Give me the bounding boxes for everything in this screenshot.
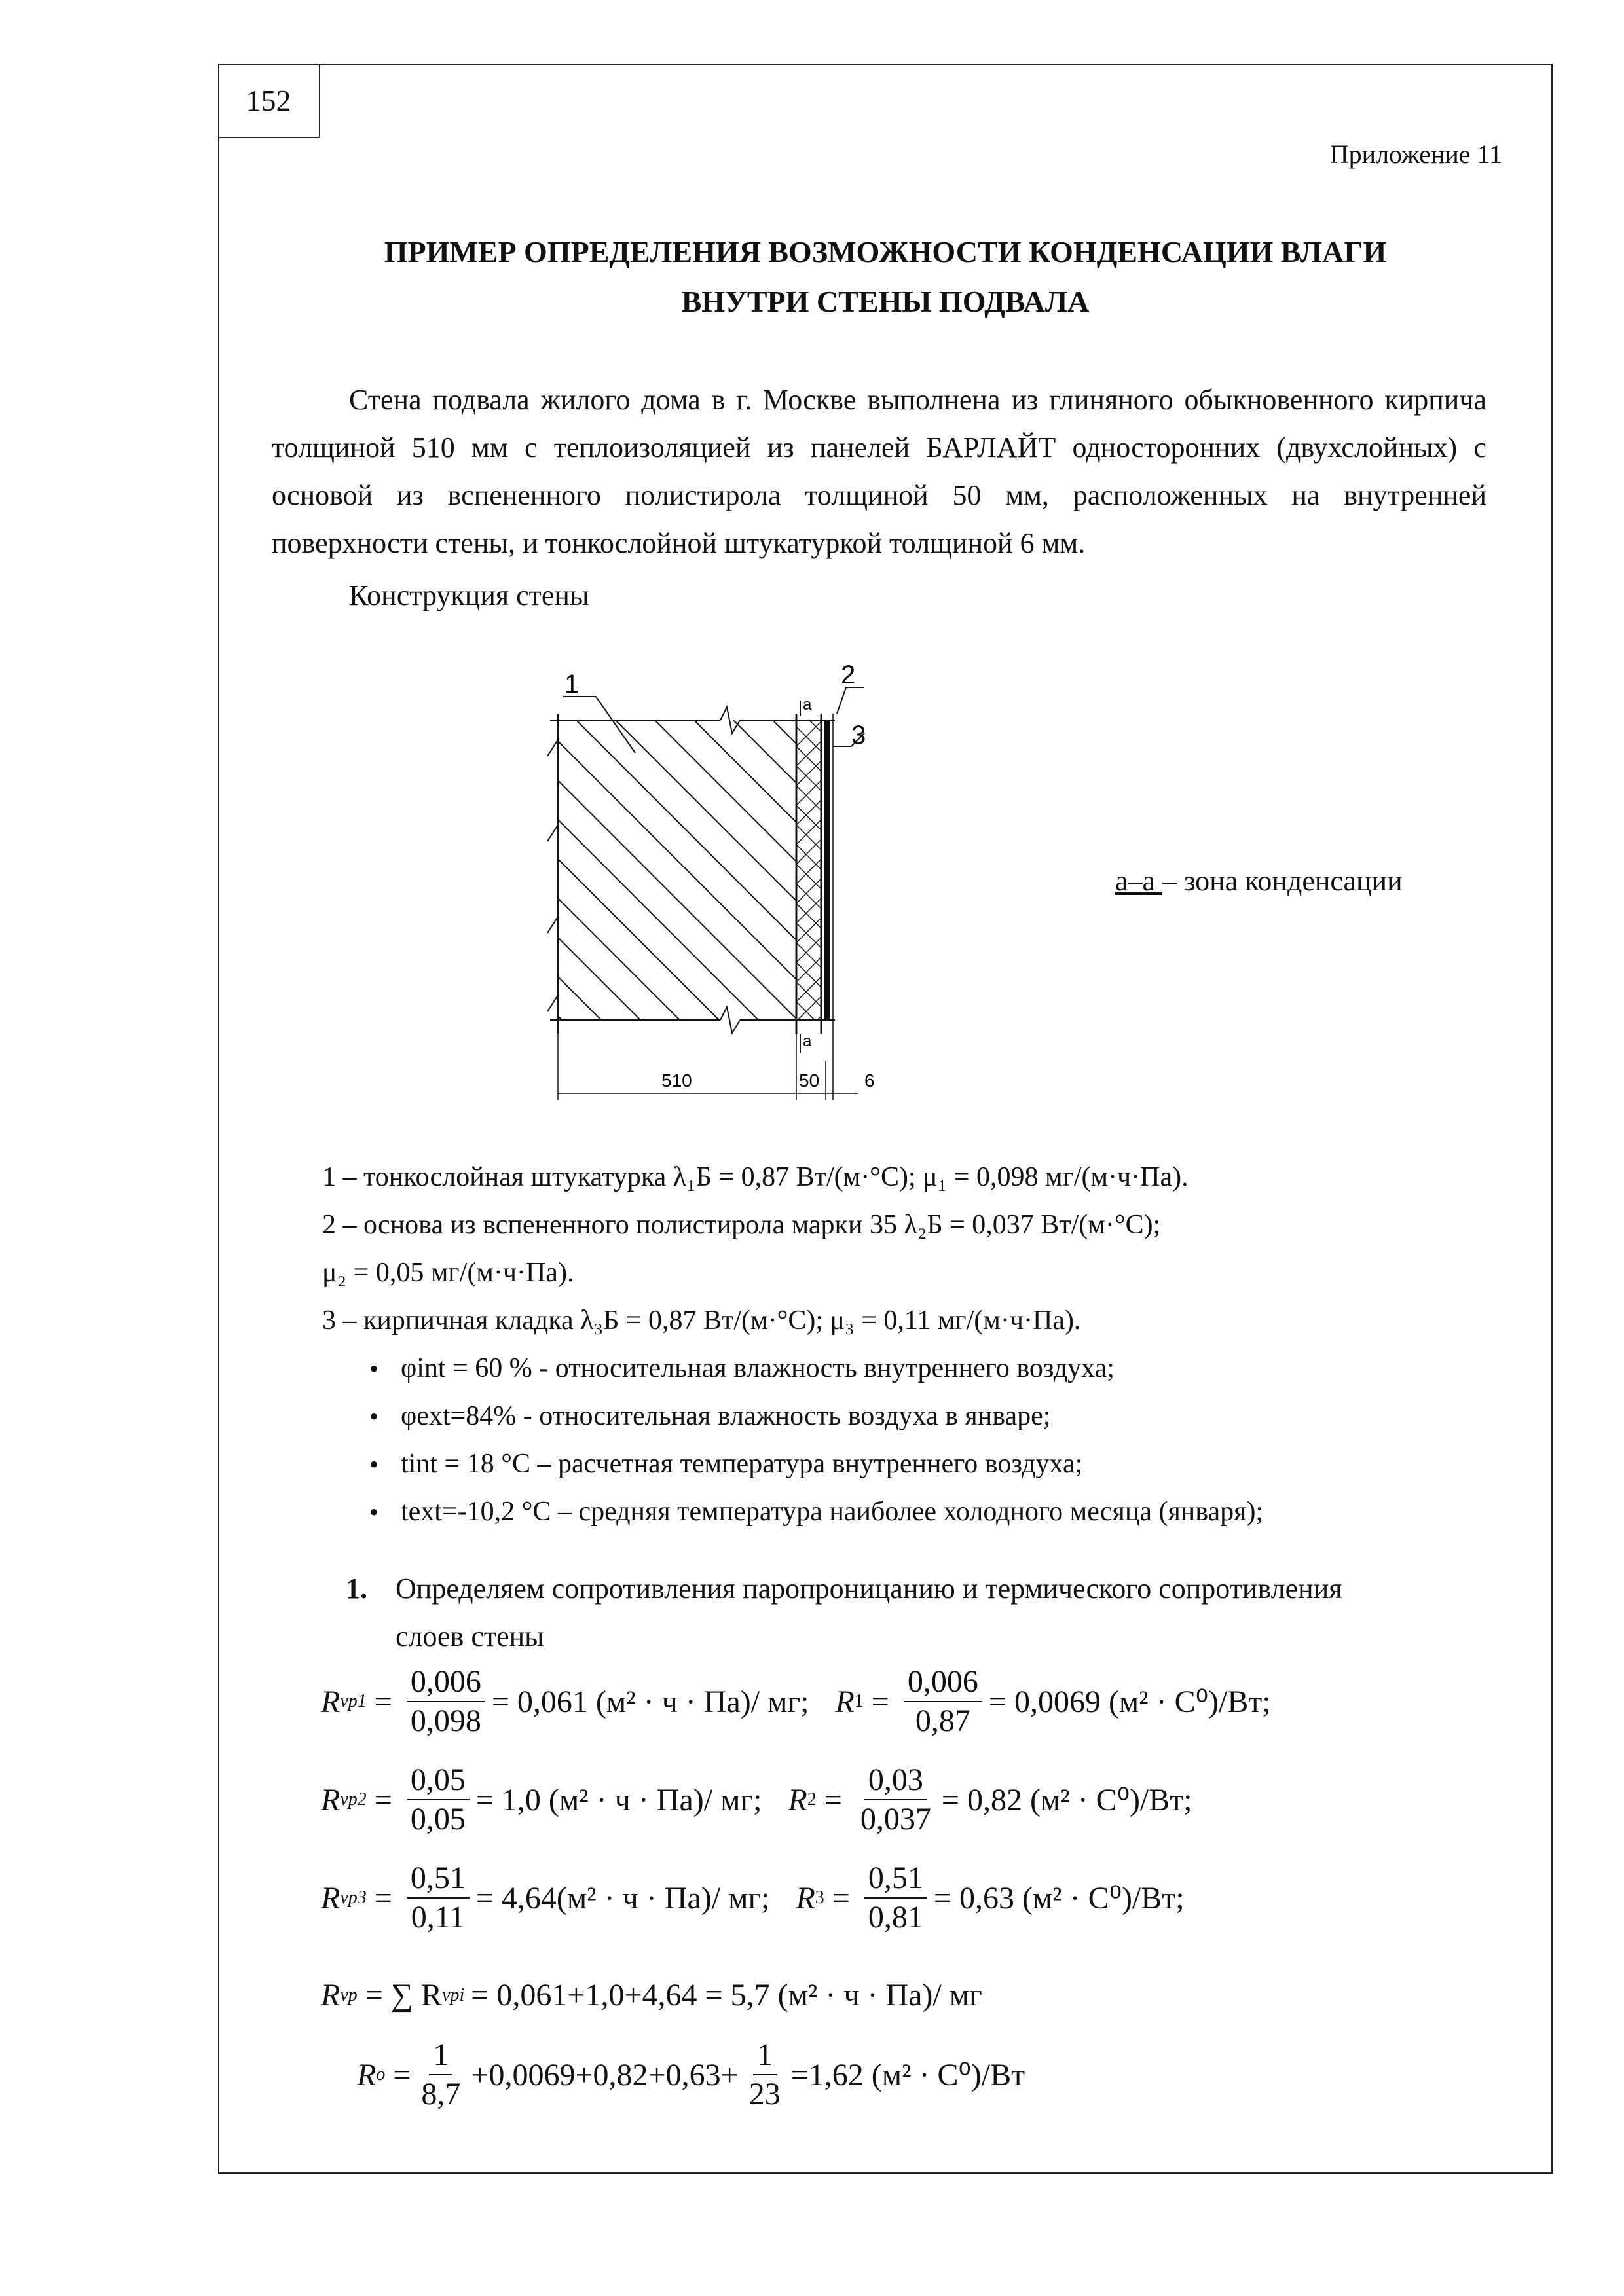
frac-r1: $\frac{0,006}{0,87}$ xyxy=(904,1663,982,1740)
layer-3: 3 – кирпичная кладка λ₃Б = 0,87 Вт/(м·°С); μ₃ = 0,11 мг/(м·ч·Па). xyxy=(322,1305,1081,1336)
layer-list xyxy=(322,1154,1501,1536)
frac-r3: $\frac{0,51}{0,81}$ xyxy=(864,1859,927,1937)
label-3: 3 xyxy=(851,721,866,750)
frac-vp2: $\frac{0,05}{0,05}$ xyxy=(407,1761,470,1838)
bullet-t-ext: • text=-10,2 °С – средняя температура наиболее холодного месяца (января); xyxy=(322,1488,1501,1536)
wall-section-drawing xyxy=(524,642,930,1113)
step-line-1: Определяем сопротивления паропроницанию и термического сопротивления xyxy=(396,1573,1342,1605)
dim-6: 6 xyxy=(864,1070,875,1091)
page-title xyxy=(218,227,1553,327)
title-line-1: ПРИМЕР ОПРЕДЕЛЕНИЯ ВОЗМОЖНОСТИ КОНДЕНСАЦИИ ВЛАГИ xyxy=(384,235,1387,268)
equation-sum: R vp = ∑ R vpi = 0,061+1,0+4,64 = 5,7 (м² · ч · Па)/ мг xyxy=(321,1978,982,2013)
frac-r2: $\frac{0,03}{0,037}$ xyxy=(860,1762,931,1836)
dim-50: 50 xyxy=(799,1070,820,1091)
frac-ro-1: $\frac{1}{8,7}$ xyxy=(421,2037,461,2111)
title-line-2: ВНУТРИ СТЕНЫ ПОДВАЛА xyxy=(681,285,1090,318)
label-2: 2 xyxy=(841,661,856,689)
intro-paragraph xyxy=(272,376,1486,567)
frac-vp1: $\frac{0,006}{0,098}$ xyxy=(407,1663,485,1740)
equation-row-2: R vp2 = $\frac{0,05}{0,05}$ = 1,0 (м² · ч · Па)/ мг; R 2 = $\frac{0,03}{0,037}$ = 0,82 (м² · С⁰)/Вт; xyxy=(321,1761,1192,1838)
legend-key: а–а xyxy=(1115,865,1163,897)
label-a-top: a xyxy=(803,696,812,714)
bullet-phi-ext: • φext=84% - относительная влажность воздуха в январе; xyxy=(322,1393,1501,1440)
frac-vp3: $\frac{0,51}{0,11}$ xyxy=(407,1859,470,1937)
step-number: 1. xyxy=(346,1573,367,1605)
bullet-t-int: • tint = 18 °С – расчетная температура внутреннего воздуха; xyxy=(322,1440,1501,1488)
step-1 xyxy=(346,1565,1498,1660)
layer-2b: μ₂ = 0,05 мг/(м·ч·Па). xyxy=(322,1258,574,1288)
condensation-legend xyxy=(1115,864,1403,898)
intro-text: Стена подвала жилого дома в г. Москве выполнена из глиняного обыкновенного кирпича толщиной 510 мм с теплоизоляцией из панелей БАРЛАЙТ односторонних (двухслойных) с основой из вспененного полистирола толщиной 50 мм, расположенных на внутренней поверхности стены, и тонкослойной штукатуркой толщиной 6 мм. xyxy=(272,384,1486,559)
dim-510: 510 xyxy=(661,1070,692,1091)
layer-2a: 2 – основа из вспененного полистирола марки 35 λ₂Б = 0,037 Вт/(м·°С); xyxy=(322,1210,1161,1240)
page-number: 152 xyxy=(218,64,320,138)
equation-row-1: R vp1 = $\frac{0,006}{0,098}$ = 0,061 (м² · ч · Па)/ мг; R 1 = $\frac{0,006}{0,87}$ = 0,0069 (м² · С⁰)/Вт; xyxy=(321,1663,1271,1740)
step-line-2: слоев стены xyxy=(396,1620,544,1652)
bullet-phi-int: • φint = 60 % - относительная влажность внутреннего воздуха; xyxy=(322,1345,1501,1393)
label-1: 1 xyxy=(564,670,580,699)
label-a-bottom: a xyxy=(803,1032,812,1050)
wall-outline xyxy=(547,687,864,1100)
legend-text: – зона конденсации xyxy=(1162,865,1403,897)
frac-ro-2: $\frac{1}{23}$ xyxy=(748,2037,781,2111)
appendix-label: Приложение 11 xyxy=(1329,139,1502,169)
construction-caption: Конструкция стены xyxy=(349,579,589,611)
equation-row-3: R vp3 = $\frac{0,51}{0,11}$ = 4,64(м² · ч · Па)/ мг; R 3 = $\frac{0,51}{0,81}$ = 0,63 (м² · С⁰)/Вт; xyxy=(321,1859,1185,1937)
equation-ro: R o = $\frac{1}{8,7}$ +0,0069+0,82+0,63+ $\frac{1}{23}$ =1,62 (м² · С⁰)/Вт xyxy=(357,2036,1025,2113)
brick-hatch xyxy=(524,720,930,1021)
layer-1: 1 – тонкослойная штукатурка λ₁Б = 0,87 Вт/(м·°С); μ₁ = 0,098 мг/(м·ч·Па). xyxy=(322,1162,1189,1192)
